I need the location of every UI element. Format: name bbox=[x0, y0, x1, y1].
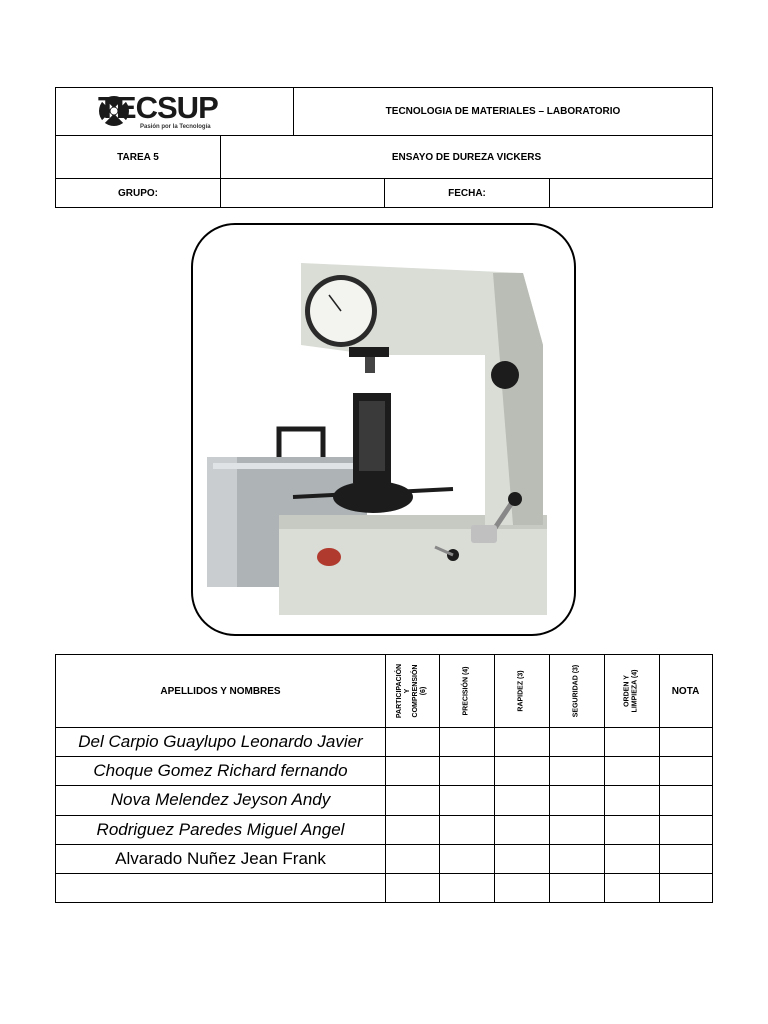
criterion-speed-header: RAPIDEZ (3) bbox=[517, 670, 525, 712]
names-header: APELLIDOS Y NOMBRES bbox=[160, 685, 281, 697]
machine-photo bbox=[191, 223, 576, 636]
grade-header: NOTA bbox=[671, 685, 700, 697]
brand-badge-icon bbox=[317, 548, 341, 566]
student-name: Nova Melendez Jeyson Andy bbox=[110, 789, 331, 809]
header-row-title bbox=[56, 88, 712, 136]
logo-cell bbox=[56, 88, 293, 135]
student-name bbox=[56, 873, 385, 902]
date-label: FECHA: bbox=[384, 179, 549, 207]
task-title: ENSAYO DE DUREZA VICKERS bbox=[220, 136, 712, 178]
logo-tagline: Pasión por la Tecnología bbox=[140, 124, 211, 130]
header-table bbox=[55, 87, 713, 208]
task-label: TAREA 5 bbox=[117, 151, 159, 163]
student-name: Alvarado Nuñez Jean Frank bbox=[115, 848, 326, 868]
group-field[interactable] bbox=[220, 179, 384, 207]
criterion-safety-header: SEGURIDAD (3) bbox=[572, 664, 580, 718]
criterion-participation-header: PARTICIPACIÓN Y COMPRENSIÓN (6) bbox=[396, 663, 427, 719]
grading-table bbox=[55, 654, 713, 903]
logo-text: TECSUP bbox=[98, 90, 218, 125]
course-title: TECNOLOGIA DE MATERIALES – LABORATORIO bbox=[293, 88, 712, 135]
date-field[interactable] bbox=[549, 179, 712, 207]
student-name: Del Carpio Guaylupo Leonardo Javier bbox=[78, 731, 363, 751]
group-label: GRUPO: bbox=[118, 187, 158, 199]
hardness-tester-image bbox=[193, 225, 574, 634]
student-name: Choque Gomez Richard fernando bbox=[93, 760, 348, 780]
header-row-group bbox=[56, 179, 712, 207]
student-name: Rodriguez Paredes Miguel Angel bbox=[96, 819, 345, 839]
criterion-precision-header: PRECISIÓN (4) bbox=[462, 666, 470, 716]
dial-gauge-icon bbox=[305, 275, 377, 347]
header-row-task bbox=[56, 136, 712, 179]
knob-icon bbox=[491, 361, 519, 389]
criterion-order-header: ORDEN Y LIMPIEZA (4) bbox=[623, 669, 639, 713]
